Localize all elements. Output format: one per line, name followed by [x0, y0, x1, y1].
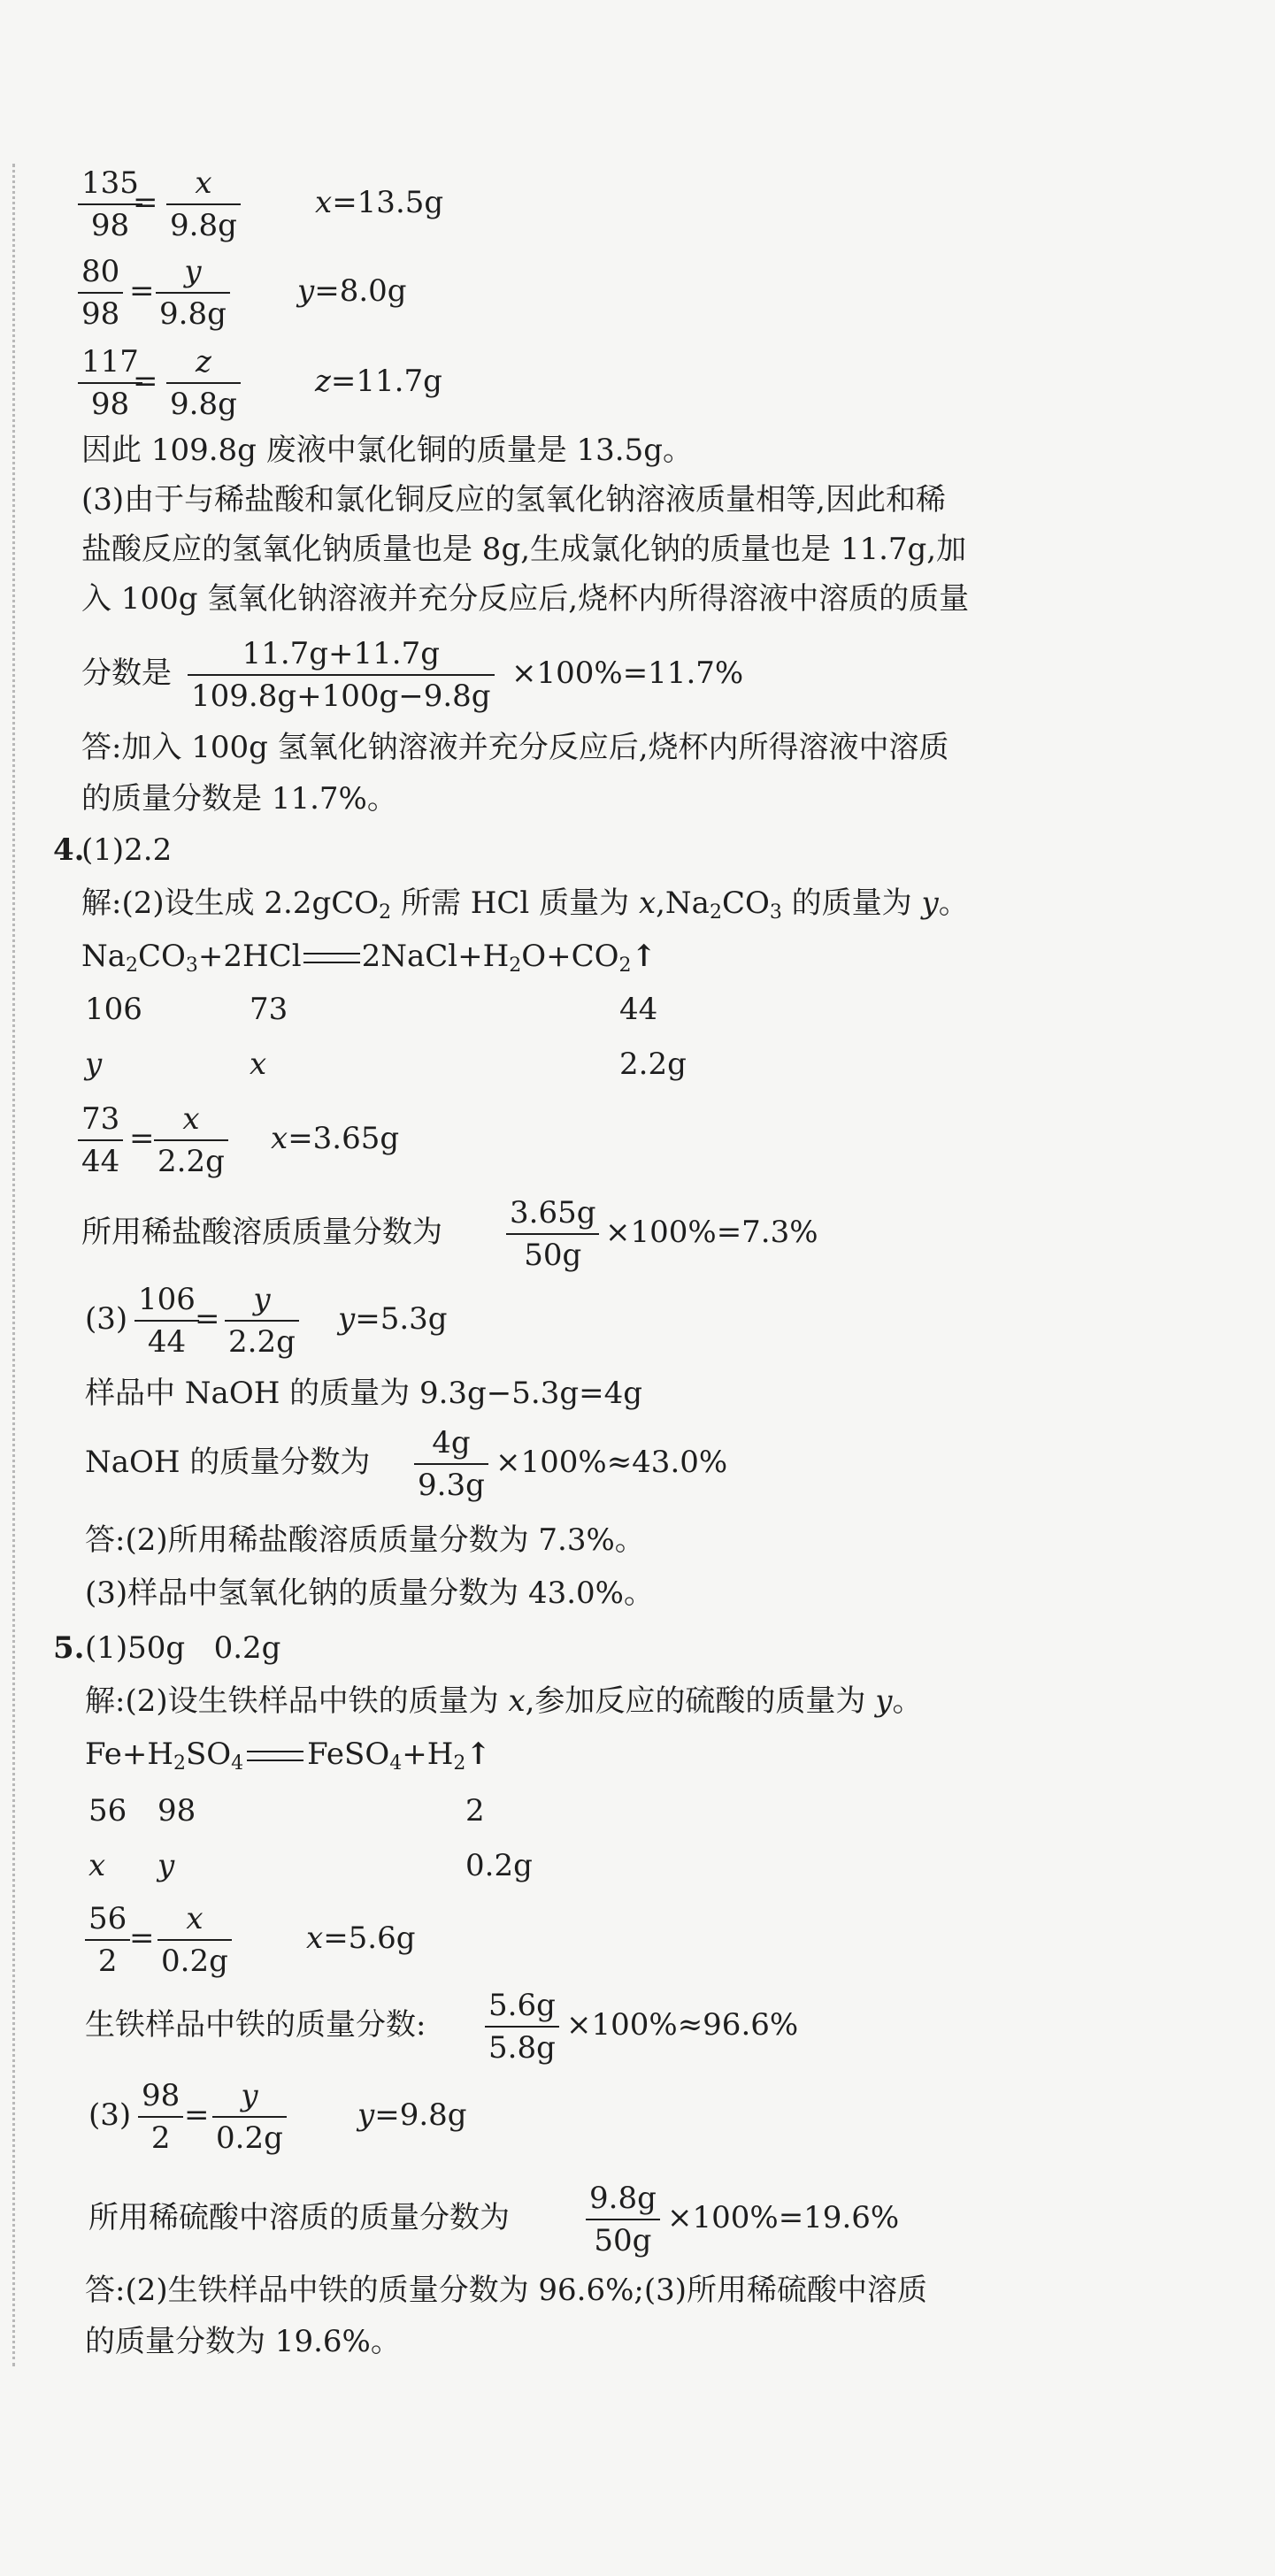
fraction-suffix: ×100%=7.3%	[605, 1215, 818, 1250]
fraction-56-2: $\frac{56}{2}$	[85, 1904, 130, 1976]
variable: y	[157, 1848, 175, 1883]
solution-setup: 解:(2)设生铁样品中铁的质量为 x,参加反应的硫酸的质量为 y。	[85, 1683, 923, 1719]
fraction-fe: $\frac{5.6g}{5.8g}$	[485, 1990, 559, 2063]
fraction-y-2.2g: $\frac{y}{2.2g}$	[225, 1284, 299, 1357]
fraction-naoh: $\frac{4g}{9.3g}$	[414, 1428, 488, 1500]
answer-line: 答:加入 100g 氢氧化钠溶液并充分反应后,烧杯内所得溶液中溶质	[81, 730, 949, 765]
answer-line: 答:(2)生铁样品中铁的质量分数为 96.6%;(3)所用稀硫酸中溶质	[85, 2273, 928, 2308]
fraction-106-44: $\frac{106}{44}$	[134, 1284, 199, 1357]
equals-sign: =	[195, 1301, 220, 1337]
result-y: y=5.3g	[338, 1301, 448, 1337]
fraction-x-0.2g: $\frac{x}{0.2g}$	[157, 1904, 232, 1976]
text-line: 样品中 NaOH 的质量为 9.3g−5.3g=4g	[85, 1376, 643, 1411]
fraction-y-0.2g: $\frac{y}{0.2g}$	[212, 2081, 287, 2153]
chemical-equation: $Na_2CO_3+2HCl$ $2NaCl+H_2O+CO_2↑$	[81, 939, 657, 977]
variable: 0.2g	[465, 1848, 533, 1883]
part-label: (3)	[85, 1301, 128, 1337]
fraction-135-98: $\frac{135}{98}$	[78, 168, 142, 241]
fraction-hcl: $\frac{3.65g}{50g}$	[506, 1198, 599, 1270]
fraction-suffix: ×100%≈96.6%	[566, 2007, 799, 2043]
fraction-prefix: 所用稀硫酸中溶质的质量分数为	[88, 2200, 510, 2235]
part-label: (3)	[88, 2097, 132, 2133]
question-part: (1)50g 0.2g	[85, 1630, 281, 1666]
equals-sign: =	[129, 273, 155, 309]
solution-setup: 解:(2)设生成 2.2gCO$_2$ 所需 HCl 质量为 $x,Na_2CO_3$ 的质量为 y。	[81, 886, 969, 924]
equals-sign: =	[129, 1121, 155, 1156]
question-part: (1)2.2	[81, 832, 173, 868]
text-line: 入 100g 氢氧化钠溶液并充分反应后,烧杯内所得溶液中溶质的质量	[81, 581, 970, 617]
fraction-prefix: 生铁样品中铁的质量分数:	[85, 2007, 426, 2043]
fraction-x-2.2g: $\frac{x}{2.2g}$	[154, 1104, 228, 1177]
margin-dotted-line	[12, 164, 15, 2366]
result-x: x=3.65g	[271, 1121, 400, 1156]
fraction-prefix: NaOH 的质量分数为	[85, 1445, 371, 1480]
text-line: (3)由于与稀盐酸和氯化铜反应的氢氧化钠溶液质量相等,因此和稀	[81, 482, 946, 518]
result-z: z=11.7g	[315, 364, 442, 399]
fraction-h2so4: $\frac{9.8g}{50g}$	[586, 2183, 660, 2256]
equals-sign: =	[133, 185, 158, 220]
variable: 2.2g	[619, 1046, 687, 1082]
fraction-x-9.8g: $\frac{x}{9.8g}$	[166, 168, 241, 241]
fraction-prefix: 所用稀盐酸溶质质量分数为	[81, 1215, 442, 1250]
fraction-suffix: ×100%=11.7%	[511, 656, 744, 691]
answer-line: (3)样品中氢氧化钠的质量分数为 43.0%。	[85, 1576, 654, 1611]
chemical-equation: $Fe+H_2SO_4$ $FeSO_4+H_2↑$	[85, 1736, 491, 1775]
molar-mass: 98	[157, 1793, 196, 1828]
fraction-suffix: ×100%≈43.0%	[495, 1445, 728, 1480]
text-line: 因此 109.8g 废液中氯化铜的质量是 13.5g。	[81, 433, 693, 468]
equals-sign: =	[129, 1920, 155, 1956]
result-x: x=5.6g	[306, 1920, 416, 1956]
answer-line: 答:(2)所用稀盐酸溶质质量分数为 7.3%。	[85, 1522, 645, 1558]
question-number: 4.	[53, 832, 85, 868]
molar-mass: 73	[250, 992, 288, 1027]
molar-mass: 56	[88, 1793, 127, 1828]
molar-mass: 44	[619, 992, 658, 1027]
equals-sign: =	[133, 364, 158, 399]
variable: x	[250, 1046, 267, 1082]
result-y: y=9.8g	[357, 2097, 467, 2133]
answer-line: 的质量分数是 11.7%。	[81, 781, 397, 816]
fraction-117-98: $\frac{117}{98}$	[78, 347, 142, 419]
fraction-73-44: $\frac{73}{44}$	[78, 1104, 123, 1177]
molar-mass: 2	[465, 1793, 485, 1828]
result-y: y=8.0g	[297, 273, 407, 309]
variable: x	[88, 1848, 106, 1883]
fraction-total-solution: $\frac{11.7g+11.7g}{109.8g+100g-9.8g}$	[188, 639, 495, 711]
variable: y	[85, 1046, 103, 1082]
equals-sign: =	[184, 2097, 210, 2133]
question-number: 5.	[53, 1630, 85, 1666]
fraction-y-9.8g: $\frac{y}{9.8g}$	[156, 257, 230, 329]
molar-mass: 106	[85, 992, 142, 1027]
fraction-z-9.8g: $\frac{z}{9.8g}$	[166, 347, 241, 419]
fraction-prefix: 分数是	[81, 656, 172, 691]
text-line: 盐酸反应的氢氧化钠质量也是 8g,生成氯化钠的质量也是 11.7g,加	[81, 532, 967, 567]
fraction-80-98: $\frac{80}{98}$	[78, 257, 123, 329]
fraction-98-2: $\frac{98}{2}$	[138, 2081, 183, 2153]
fraction-suffix: ×100%=19.6%	[667, 2200, 900, 2235]
answer-line: 的质量分数为 19.6%。	[85, 2324, 401, 2359]
result-x: x=13.5g	[315, 185, 444, 220]
